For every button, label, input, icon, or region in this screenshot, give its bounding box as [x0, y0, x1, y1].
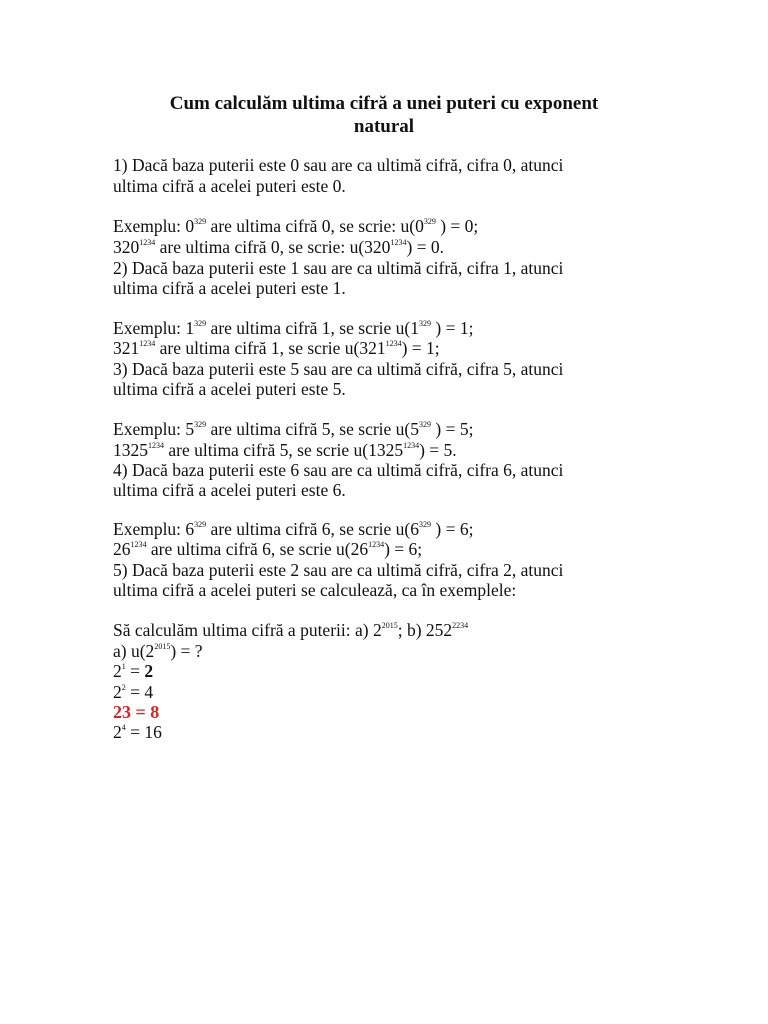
rule-3-line-1: 3) Dacă baza puterii este 5 sau are ca ultimă cifră, cifra 5, atunci	[113, 359, 564, 379]
power-2-3-highlight: 23 = 8	[113, 702, 160, 722]
example-4-line-2: $26^{1234}$ are ultima cifră 6, se scrie $u(26^{1234}) = 6$;	[113, 539, 423, 559]
rule-2-line-2: ultima cifră a acelei puteri este 1.	[113, 278, 346, 298]
rule-1-line-1: 1) Dacă baza puterii este 0 sau are ca ultimă cifră, cifra 0, atunci	[113, 155, 564, 175]
exercise-statement: Să calculăm ultima cifră a puterii: a) $2^{2015}$; b) $252^{2234}$	[113, 620, 469, 640]
rule-4-line-1: 4) Dacă baza puterii este 6 sau are ca ultimă cifră, cifra 6, atunci	[113, 460, 564, 480]
rule-5-line-2: ultima cifră a acelei puteri se calculează, ca în exemplele:	[113, 580, 517, 600]
power-2-2: $2^2 = 4$	[113, 682, 154, 702]
rule-5-line-1: 5) Dacă baza puterii este 2 sau are ca ultimă cifră, cifra 2, atunci	[113, 560, 564, 580]
rule-4-line-2: ultima cifră a acelei puteri este 6.	[113, 480, 346, 500]
example-3-line-1: Exemplu: $5^{329}$ are ultima cifră 5, se scrie $u(5^{329}$ ) = 5;	[113, 419, 474, 439]
rule-3-line-2: ultima cifră a acelei puteri este 5.	[113, 379, 346, 399]
title-line-1: Cum calculăm ultima cifră a unei puteri cu exponent	[169, 93, 599, 114]
power-2-4: $2^4 = 16$	[113, 722, 162, 742]
rule-2-line-1: 2) Dacă baza puterii este 1 sau are ca ultimă cifră, cifra 1, atunci	[113, 258, 564, 278]
power-2-1: $2^1 = 2$	[113, 661, 154, 681]
example-3-line-2: $1325^{1234}$ are ultima cifră 5, se scrie $u(1325^{1234}) = 5$.	[113, 440, 457, 460]
example-1-line-1: Exemplu: $0^{329}$ are ultima cifră 0, se scrie: $u(0^{329}$ ) = 0;	[113, 216, 479, 236]
page-title	[0, 92, 768, 138]
exercise-part-a: a) $u(2^{2015})$ = ?	[113, 641, 203, 661]
example-2-line-2: $321^{1234}$ are ultima cifră 1, se scrie $u(321^{1234}) = 1$;	[113, 338, 440, 358]
example-1-line-2: $320^{1234}$ are ultima cifră 0, se scrie: $u(320^{1234}) = 0$.	[113, 237, 445, 257]
example-4-line-1: Exemplu: $6^{329}$ are ultima cifră 6, se scrie $u(6^{329}$ ) = 6;	[113, 519, 474, 539]
title-line-2: natural	[353, 116, 415, 137]
rule-1-line-2: ultima cifră a acelei puteri este 0.	[113, 176, 346, 196]
example-2-line-1: Exemplu: $1^{329}$ are ultima cifră 1, se scrie $u(1^{329}$ ) = 1;	[113, 318, 474, 338]
